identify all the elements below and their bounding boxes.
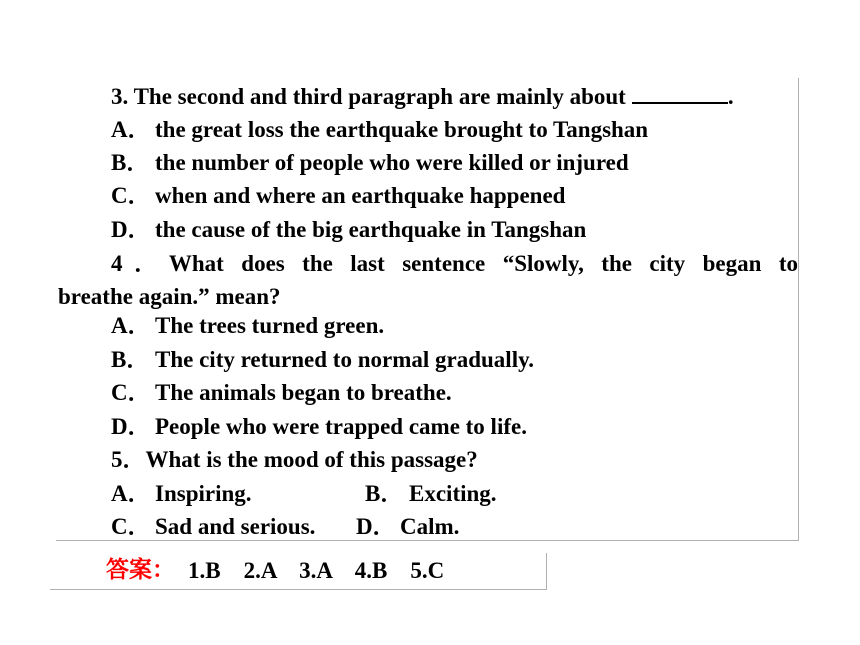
question-4-option-d [111, 413, 527, 441]
option-text: Inspiring. [155, 481, 252, 506]
option-letter: C． [111, 514, 151, 539]
option-text: Sad and serious. [155, 514, 316, 539]
answer-box [50, 553, 547, 590]
question-5-option-d [356, 513, 459, 541]
question-5-option-b [365, 480, 497, 508]
option-letter: D． [111, 414, 151, 439]
question-3-option-c [111, 182, 565, 210]
option-letter: A． [111, 313, 151, 338]
answer-blank [632, 82, 728, 104]
option-text: the cause of the big earthquake in Tangshan [155, 217, 587, 242]
option-text: Exciting. [409, 481, 497, 506]
question-5-option-c [111, 513, 315, 541]
option-text: the number of people who were killed or injured [155, 150, 629, 175]
option-letter: B． [365, 481, 404, 506]
question-3-text: 3. The second and third paragraph are mainly about [111, 84, 626, 109]
option-text: The animals began to breathe. [155, 380, 452, 405]
option-text: The city returned to normal gradually. [155, 347, 535, 372]
option-text: The trees turned green. [155, 313, 385, 338]
option-letter: D． [111, 217, 151, 242]
option-letter: A． [111, 481, 151, 506]
answer-label: 答案： [106, 557, 175, 583]
question-box [56, 78, 799, 541]
option-letter: C． [111, 183, 151, 208]
question-3-option-d [111, 216, 586, 244]
question-3-end-mark: . [727, 84, 734, 109]
question-3-stem [111, 82, 734, 111]
option-letter: D． [356, 514, 396, 539]
question-4-option-b [111, 346, 534, 374]
option-text: Calm. [400, 514, 460, 539]
option-text: People who were trapped came to life. [155, 414, 527, 439]
question-5-option-a [111, 480, 252, 508]
question-3-option-a [111, 116, 648, 144]
option-letter: B． [111, 150, 150, 175]
question-4-option-c [111, 379, 452, 407]
question-3-option-b [111, 149, 629, 177]
option-text: the great loss the earthquake brought to Tangshan [155, 117, 649, 142]
option-letter: B． [111, 347, 150, 372]
question-4-stem-line-2: breathe again.” mean? [58, 284, 281, 309]
question-4-option-a [111, 312, 384, 340]
question-4-stem-line-1: 4．What does the last sentence “Slowly, the city began to [111, 251, 798, 276]
option-letter: C． [111, 380, 151, 405]
answer-key: 1.B 2.A 3.A 4.B 5.C [188, 558, 445, 583]
option-letter: A． [111, 117, 151, 142]
option-text: when and where an earthquake happened [155, 183, 566, 208]
question-5-stem: 5．What is the mood of this passage? [111, 447, 478, 472]
